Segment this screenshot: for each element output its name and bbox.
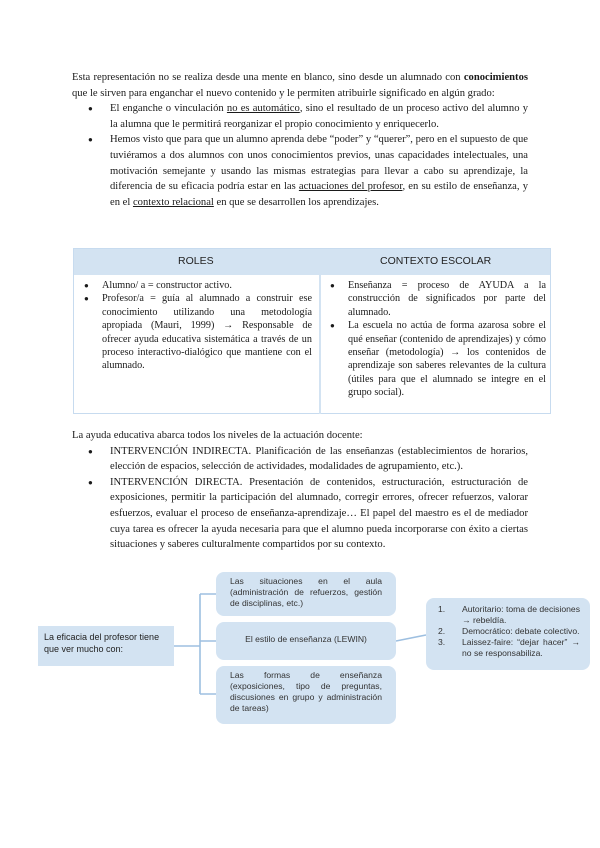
list-item: ● El enganche o vinculación no es automático, sino el resultado de un proceso activo del alumno y la alumna que le permitirá reorganizar el propio conocimiento y enriquecerlo. — [72, 101, 528, 132]
list-item: 2. Democrático: debate colectivo. — [438, 626, 580, 636]
list-item: ● INTERVENCIÓN DIRECTA. Presentación de contenidos, estructuración, estructuración de exposiciones, permitir la participación del alumnado, corregir errores, ofrecer refuerzos, valorar esfuerzos, evaluar el proceso de enseñanza-aprendizaje… El papel del maestro es el de mediador cuya tarea es ofrecer la ayuda necesaria para que el alumno pueda incorporarse con éxito a ciertas situaciones y saberes culturalmente compartidos por su contexto. — [72, 475, 528, 553]
list-item: ● Profesor/a = guía al alumnado a construir ese conocimiento utilizando una metodología apropiada (Mauri, 1999) → Responsable de ofrecer ayuda educativa sistemática a través de un proceso interactivo-dialógico que mantiene con el alumnado. — [80, 292, 312, 372]
table-header — [74, 249, 550, 275]
intro-bold-term: conocimientos — [463, 72, 528, 83]
roles-context-table — [73, 248, 551, 414]
ayuda-section — [72, 428, 528, 553]
intro-section — [72, 70, 528, 210]
list-item: 3. Laissez-faire: “dejar hacer” → no se responsabiliza. — [438, 637, 580, 658]
estilo-box: El estilo de enseñanza (LEWIN) — [216, 622, 396, 660]
list-item: ● Alumno/ a = constructor activo. — [80, 279, 312, 292]
list-item: 1. Autoritario: toma de decisiones → rebeldía. — [438, 604, 580, 625]
intro-bullet-list — [72, 101, 528, 210]
header-contexto: CONTEXTO ESCOLAR — [380, 255, 492, 267]
situaciones-box: Las situaciones en el aula (administración de refuerzos, gestión de disciplinas, etc.) — [216, 572, 396, 616]
context-cell — [326, 279, 546, 400]
list-item: ● Enseñanza = proceso de AYUDA a la construcción de significados por parte del alumnado. — [326, 279, 546, 319]
eficacia-diagram — [0, 560, 600, 730]
roles-cell — [80, 279, 312, 373]
header-roles: ROLES — [178, 255, 214, 267]
estilos-list-box — [426, 598, 590, 670]
list-item: ● La escuela no actúa de forma azarosa sobre el qué enseñar (contenido de aprendizajes) y cómo enseñar (metodología) → los contenidos de aprendizaje son saberes relevantes de la cultura (útiles para que el alumnado se integre en el grupo social). — [326, 319, 546, 399]
ayuda-bullet-list — [72, 444, 528, 553]
main-box: La eficacia del profesor tiene que ver mucho con: — [38, 626, 174, 666]
ayuda-lead: La ayuda educativa abarca todos los niveles de la actuación docente: — [72, 430, 363, 441]
list-item: ● Hemos visto que para que un alumno aprenda debe “poder” y “querer”, pero en el supuesto de que tuviéramos a dos alumnos con unos conocimientos previos, unas capacidades intelectuales, una motivación semejante y usando las mismas estrategias para llevar a cabo su aprendizaje, la diferencia de su eficacia podría estar en las actuaciones del profesor, en su estilo de enseñanza, y en el contexto relacional en que se desarrollen los aprendizajes. — [72, 132, 528, 210]
formas-box: Las formas de enseñanza (exposiciones, tipo de preguntas, discusiones en grupo y administración de tareas) — [216, 666, 396, 724]
list-item: ● INTERVENCIÓN INDIRECTA. Planificación de las enseñanzas (establecimientos de horarios, elección de espacios, selección de actividades, modalidades de agrupamiento, etc.). — [72, 444, 528, 475]
table-divider — [319, 275, 321, 414]
intro-paragraph: Esta representación no se realiza desde una mente en blanco, sino desde un alumnado con conocimientos que le sirven para enganchar el nuevo contenido y le permiten atribuirle significado en algún grado: — [72, 72, 528, 99]
